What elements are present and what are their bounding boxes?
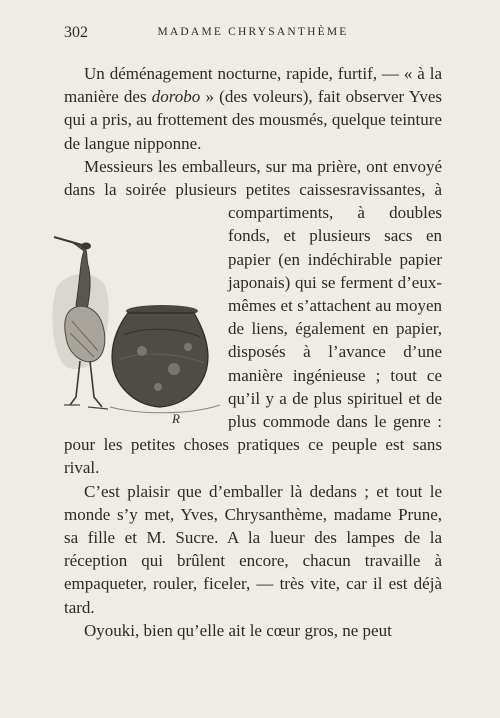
body-text	[64, 62, 442, 642]
illustration-crane-and-jar	[50, 201, 222, 433]
paragraph-1-start: Un déménagement nocturne, rapide, furtif, — « à la manière des	[64, 64, 442, 107]
running-title: MADAME CHRYSANTHÈME	[157, 26, 349, 38]
page-number: 302	[64, 24, 88, 41]
paragraph-2-end: ravissantes, à compartiments, à doubles fonds, et plusieurs sacs en papier (en indéchirable papier japonais) qui se ferment d’eux-mêmes et s’attachent au moyen de liens, également en papier, disposés à l’avance d’une manière ingénieuse ; tout ce qu’il y a de plus spirituel et de plus commode dans le genre : pour les petites choses pratiques ce peuple est sans rival.	[64, 180, 442, 478]
page-header	[64, 24, 442, 46]
paragraph-1-end: » (des voleurs), fait observer Yves qui a pris, au frottement des mousmés, quelque teinture de langue nipponne.	[64, 87, 442, 153]
crane-jar-drawing	[50, 201, 222, 433]
paragraph-2-start: Messieurs les emballeurs, sur ma prière, ont envoyé dans la soirée plusieurs petites caisses	[64, 156, 442, 200]
paragraph-3: C’est plaisir que d’emballer là dedans ; et tout le monde s’y met, Yves, Chrysanthème, madame Prune, sa fille et M. Sucre. A la lueur des lampes de la réception qui brûlent encore, chacun travaille à empaqueter, rouler, ficeler, — très vite, car il est déjà tard.	[64, 481, 442, 617]
monogram: R	[172, 411, 180, 427]
paragraph-2	[64, 155, 442, 480]
italic-word-dorobo: dorobo	[151, 87, 201, 107]
paragraph-4: Oyouki, bien qu’elle ait le cœur gros, ne peut	[84, 620, 392, 640]
paragraph-1	[64, 62, 442, 155]
